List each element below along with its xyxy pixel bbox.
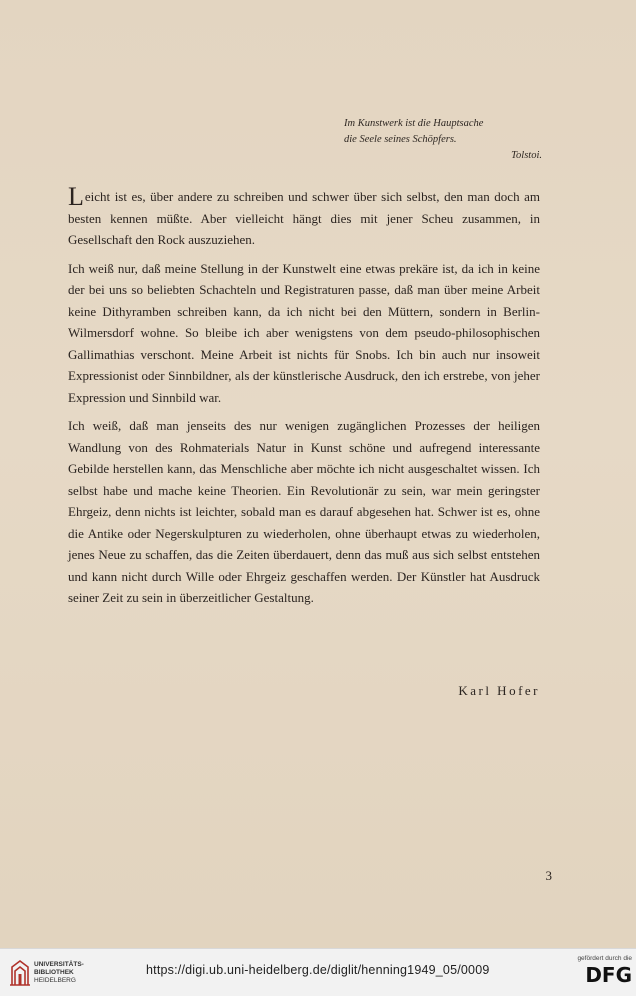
- sponsor-block[interactable]: [562, 955, 632, 987]
- paragraph-3: Ich weiß, daß man jenseits des nur wenigen zugänglichen Prozesses der heiligen Wandlung von des Rohmaterials Natur in Kunst schöne und aufregend interessante Gebilde herstellen kann, das Menschliche aber möchte ich nicht ausgeschaltet wissen. Ich selbst habe und mache keine Theorien. Ein Revolutionär zu sein, war mein geringster Ehrgeiz, denn nichts ist leichter, sobald man es darauf abgesehen hat. Schwer ist es, ohne die Antike oder Negerskulpturen zu wiederholen, ohne überhaupt etwas zu wiederholen, jenes Neue zu schaffen, das die Zeiten überdauert, denn das muß aus sich selbst entstehen und kann nicht durch Wille oder Ehrgeiz geschaffen werden. Der Künstler hat Ausdruck seiner Zeit zu sein in überzeitlicher Gestaltung.: [68, 418, 540, 605]
- permalink-url[interactable]: https://digi.ub.uni-heidelberg.de/diglit/henning1949_05/0009: [146, 963, 490, 977]
- epigraph: [344, 116, 544, 164]
- library-seal-icon: [8, 957, 32, 987]
- essay-body: [68, 182, 540, 616]
- page-number: 3: [545, 868, 552, 883]
- library-name-line-3: HEIDELBERG: [34, 977, 76, 984]
- library-name: [34, 961, 84, 985]
- author-signature: Karl Hofer: [458, 683, 540, 698]
- dfg-logo: DFG: [585, 963, 632, 987]
- sponsor-caption: gefördert durch die: [577, 955, 632, 962]
- viewer-footer: [0, 948, 636, 996]
- epigraph-line-1: Im Kunstwerk ist die Hauptsache: [344, 118, 484, 129]
- paragraph-1: Leicht ist es, über andere zu schreiben und schwer über sich selbst, den man doch am besten kennen müßte. Aber vielleicht hängt dies mit jener Scheu zusammen, in Gesellschaft den Rock auszuziehen.: [68, 182, 540, 247]
- paragraph-2: Ich weiß nur, daß meine Stellung in der Kunstwelt eine etwas prekäre ist, da ich in keine der bei uns so beliebten Schachteln und Registraturen passe, daß man über meine Arbeit keine Dithyramben schreiben kann, da ich nicht bei den Müttern, sondern in Berlin-Wilmersdorf wohne. So bleibe ich aber wenigstens von dem pseudo-philosophischen Gallimathias verschont. Meine Arbeit ist nichts für Snobs. Ich bin auch nur insoweit Expressionist oder Sinnbildner, als der künstlerische Ausdruck, den ich erstrebe, von jeher Expression und Sinnbild war.: [68, 260, 540, 405]
- epigraph-line-2: die Seele seines Schöpfers.: [344, 134, 457, 145]
- library-name-line-2: BIBLIOTHEK: [34, 969, 74, 976]
- epigraph-author: Tolstoi.: [511, 150, 542, 161]
- library-name-line-1: UNIVERSITÄTS-: [34, 961, 84, 968]
